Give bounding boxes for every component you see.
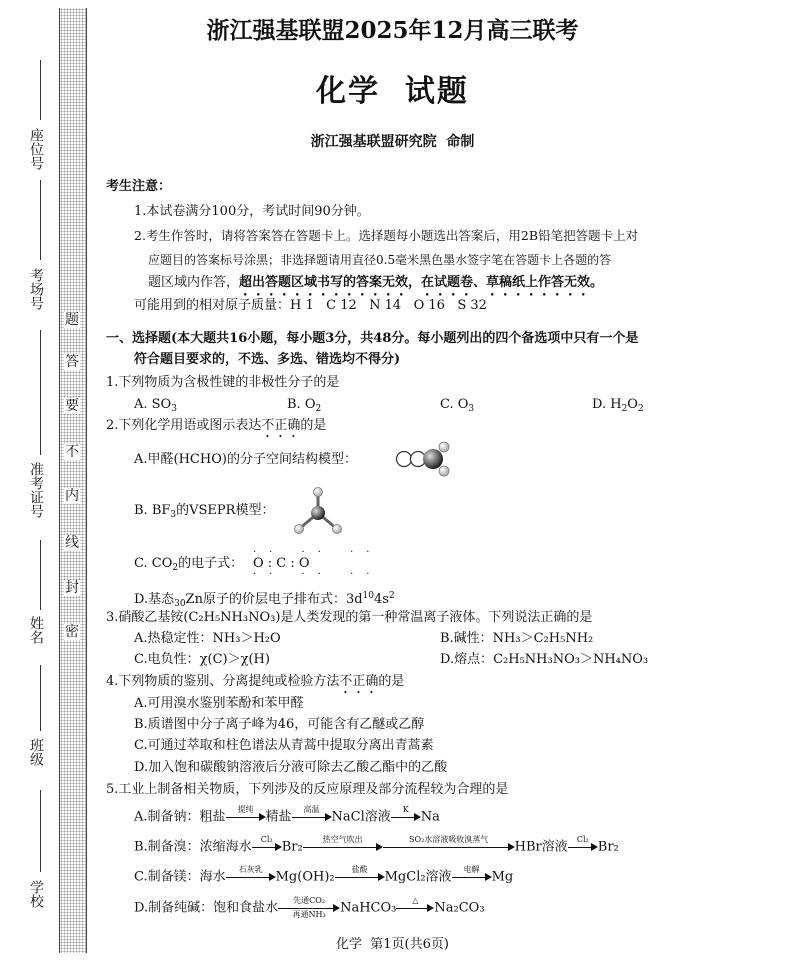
seal-word: 内: [65, 488, 79, 504]
reaction-arrow: K: [391, 808, 421, 826]
q4-option-d: D.加入饱和碳酸钠溶液后分液可除去乙酸乙酯中的乙酸: [134, 760, 448, 775]
reaction-arrow: 石灰乳: [226, 868, 276, 886]
section-heading-line1: 一、选择题(本大题共16小题，每小题3分，共48分。每小题列出的四个备选项中只有一个是: [106, 331, 639, 346]
notice-item-1: 1.本试卷满分100分，考试时间90分钟。: [134, 204, 370, 219]
q3-stem: 3.硝酸乙基铵(C₂H₅NH₃NO₃)是人类发现的第一种常温离子液体。下列说法正确的是: [106, 610, 593, 625]
reaction-arrow: 提纯: [226, 808, 266, 826]
field-admission-number: 准考证号: [28, 462, 44, 518]
notice-item-2b: 应题目的答案标号涂黑；非选择题请用直径0.5毫米黑色墨水签字笔在答题卡上各题的答: [148, 253, 612, 267]
q4-option-a: A.可用溴水鉴别苯酚和苯甲醛: [134, 696, 304, 711]
q2-option-c: C. $CO_2$的电子式：: [134, 556, 244, 573]
field-line: [40, 330, 41, 455]
subject-title: 化学 试题: [316, 74, 469, 109]
seal-word: 密: [65, 624, 79, 640]
q4-option-c: C.可通过萃取和柱色谱法从青蒿中提取分离出青蒿素: [134, 738, 434, 753]
q5-option-b: B.制备溴：浓缩海水 Cl₂ Br₂ 热空气吹出 SO₂水溶液吸收溴蒸气 HBr溶液 Cl₂ Br₂: [134, 835, 619, 855]
seal-word: 封: [65, 580, 79, 596]
field-school: 学校: [28, 880, 44, 908]
co2-electron-formula: O : C : O: [253, 556, 310, 571]
reaction-arrow: 盐酸: [335, 868, 385, 886]
q5-stem: 5.工业上制备相关物质，下列涉及的反应原理及部分流程较为合理的是: [106, 782, 509, 797]
q5-option-d: D.制备纯碱：饱和食盐水 先通CO₂ 再通NH₃ NaHCO₃ △ Na₂CO₃: [134, 896, 485, 919]
q1-option-d: D. $H_2O_2$: [592, 397, 644, 414]
notice-item-2c: [148, 274, 603, 299]
exam-title: 浙江强基联盟2025年12月高三联考: [206, 17, 579, 44]
field-line: [40, 180, 41, 260]
notice-item-2a: 2.考生作答时，请将答案答在答题卡上。选择题每小题选出答案后，用2B铅笔把答题卡上对: [134, 228, 639, 243]
q2-option-d: D.基态$_{30}$Zn原子的价层电子排布式：$3d^{10}4s^2$: [134, 591, 395, 609]
reaction-arrow: △: [396, 899, 434, 917]
field-line: [40, 540, 41, 610]
q1-option-c: C. $O_3$: [440, 397, 475, 414]
atomic-masses: 可能用到的相对原子质量：H 1 C 12 N 14 O 16 S 32: [134, 298, 487, 313]
q3-option-c: C.电负性：χ(C)＞χ(H): [134, 652, 270, 667]
field-seat-number: 座位号: [28, 128, 44, 170]
notice-heading: 考生注意：: [106, 179, 172, 194]
co2-electron-dots-bottom: ·· ·· ··: [253, 569, 383, 580]
q2-option-a: A.甲醛(HCHO)的分子空间结构模型：: [134, 452, 357, 467]
q2-stem: 2.下列化学用语或图示表达不正确的是: [106, 418, 327, 433]
page-footer: 化学 第1页(共6页): [336, 937, 449, 952]
q3-option-b: B.碱性：NH₃＞C₂H₅NH₂: [440, 631, 594, 646]
seal-word: 要: [65, 398, 79, 414]
q1-option-a: A. $SO_3$: [134, 397, 177, 414]
q1-option-b: B. $O_2$: [287, 397, 322, 414]
seal-word: 题: [65, 312, 79, 328]
seal-word: 线: [65, 535, 79, 551]
field-exam-room: 考场号: [28, 268, 44, 310]
field-class: 班级: [28, 738, 44, 766]
reaction-arrow: 高温: [292, 808, 332, 826]
author-line: 浙江强基联盟研究院 命制: [310, 134, 475, 150]
formaldehyde-model-image: [394, 434, 454, 484]
q4-option-b: B.质谱图中分子离子峰为46，可能含有乙醚或乙醇: [134, 717, 425, 732]
field-name: 姓名: [28, 616, 44, 644]
reaction-arrow: 热空气吹出: [303, 838, 383, 856]
q5-option-c: C.制备镁：海水 石灰乳 Mg(OH)₂ 盐酸 MgCl₂溶液 电解 Mg: [134, 865, 514, 885]
field-line: [40, 665, 41, 731]
q5-option-a: A.制备钠：粗盐 提纯 精盐 高温 NaCl溶液 K Na: [134, 805, 440, 825]
field-line: [40, 790, 41, 872]
q3-option-a: A.热稳定性：NH₃＞H₂O: [134, 631, 281, 646]
q4-stem: 4.下列物质的鉴别、分离提纯或检验方法不正确的是: [106, 674, 405, 689]
q3-option-d: D.熔点：C₂H₅NH₃NO₃＞NH₄NO₃: [440, 652, 649, 667]
section-heading-line2: 符合题目要求的，不选、多选、错选均不得分): [134, 352, 401, 367]
reaction-arrow: Cl₂: [252, 838, 282, 856]
q2-option-b: B. $BF_3$的VSEPR模型：: [134, 503, 275, 520]
reaction-arrow: 先通CO₂ 再通NH₃: [278, 899, 340, 917]
notice-item-2c-plain: 题区域内作答，: [148, 275, 240, 290]
seal-word: 不: [65, 444, 79, 460]
reaction-arrow: Cl₂: [568, 838, 598, 856]
seal-word: 答: [65, 354, 79, 370]
co2-electron-dots-top: ·· ·· ··: [253, 547, 383, 558]
reaction-arrow: 电解: [452, 868, 492, 886]
notice-item-2c-bold: 超出答题区域书写的答案无效，在试题卷、草稿纸上作答无效。: [239, 275, 604, 290]
bf3-vsepr-model-image: [290, 484, 346, 540]
q1-stem: 1.下列物质为含极性键的非极性分子的是: [106, 375, 340, 390]
reaction-arrow: SO₂水溶液吸收溴蒸气: [383, 838, 515, 856]
